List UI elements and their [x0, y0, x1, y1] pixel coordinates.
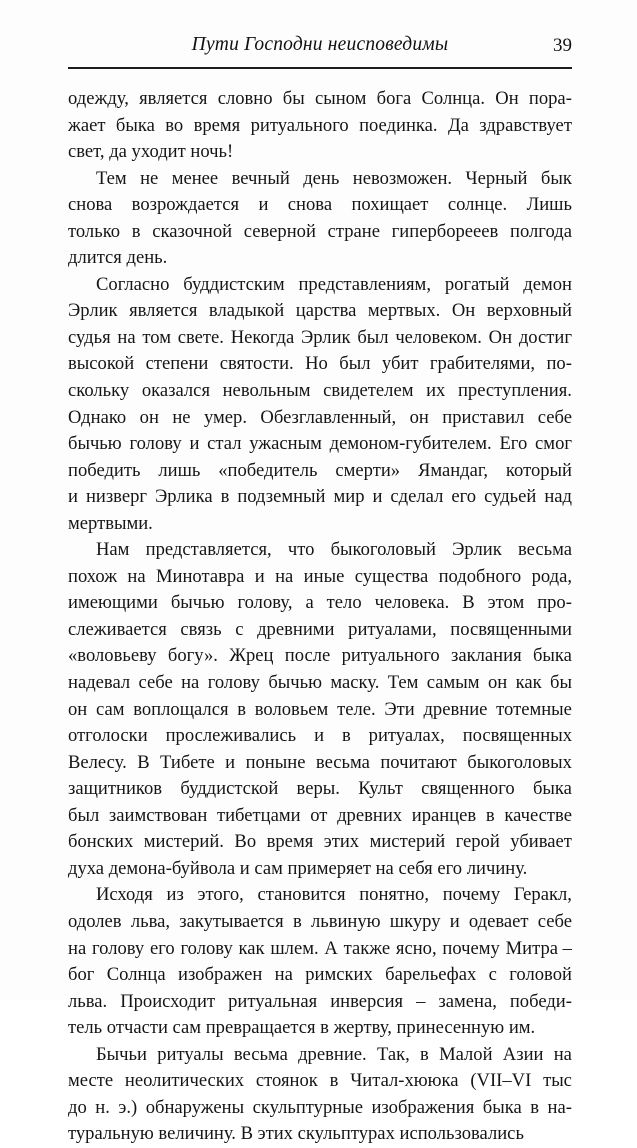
paragraph — [68, 272, 572, 537]
text-line: похож на Минотавра и на иные существа подобного рода, — [68, 565, 572, 587]
text-line: тель отчасти сам превращается в жертву, принесенную им. — [68, 1017, 536, 1039]
paragraph — [68, 86, 572, 166]
text-line: бычью голову и стал ужасным демоном-губителем. Его смог — [68, 433, 572, 455]
text-line: отголоски прослеживались и в ритуалах, посвященных — [68, 725, 572, 747]
text-line: туральную величину. В этих скульптурах использовались — [68, 1123, 524, 1145]
text-line: до н. э.) обнаружены скульптурные изображения быка в на- — [68, 1096, 572, 1118]
text-line: месте неолитических стоянок в Читал-хююка (VII–VI тыс — [68, 1070, 572, 1092]
text-line: слеживается связь с древними ритуалами, посвященными — [68, 618, 572, 640]
text-line: Нам представляется, что быкоголовый Эрлик весьма — [96, 539, 572, 561]
text-line: длится день. — [68, 247, 168, 269]
page-number: 39 — [553, 35, 572, 56]
text-line: одежду, является словно бы сыном бога Солнца. Он пора- — [68, 88, 572, 109]
text-line: надевал себе на голову бычью маску. Тем самым он как бы — [68, 672, 572, 694]
text-line: бог Солнца изображен на римских барельефах с головой — [68, 964, 572, 986]
text-line: одолев льва, закутывается в львиную шкуру и одевает себе — [68, 910, 572, 932]
text-line: и низверг Эрлика в подземный мир и сделал его судьей над — [68, 486, 572, 508]
text-line: бонских мистерий. Во время этих мистерий герой убивает — [68, 831, 572, 853]
paragraph — [68, 1042, 572, 1148]
paragraph — [68, 537, 572, 882]
text-line: Велесу. В Тибете и поныне весьма почитают быкоголовых — [68, 751, 572, 773]
text-line: защитников буддистской веры. Культ священного быка — [68, 778, 572, 800]
text-line: высокой степени святости. Но был убит грабителями, по- — [68, 353, 572, 375]
text-line: свет, да уходит ночь! — [68, 141, 234, 163]
text-line: Исходя из этого, становится понятно, почему Геракл, — [96, 884, 572, 906]
text-line: льва. Происходит ритуальная инверсия – замена, победи- — [68, 990, 572, 1012]
text-line: скольку оказался невольным свидетелем их преступления. — [68, 380, 572, 402]
text-line: был заимствован тибетцами от древних иранцев в качестве — [68, 804, 572, 826]
paragraph — [68, 166, 572, 272]
text-line: только в сказочной северной стране гиперборееев полгода — [68, 220, 572, 242]
body-text — [68, 86, 572, 1148]
text-line: Тем не менее вечный день невозможен. Черный бык — [96, 167, 572, 189]
text-line: Согласно буддистским представлениям, рогатый демон — [96, 273, 572, 295]
text-line: Бычьи ритуалы весьма древние. Так, в Малой Азии на — [96, 1043, 572, 1065]
text-line: Однако он не умер. Обезглавленный, он приставил себе — [68, 406, 572, 428]
text-line: «воловьеву богу». Жрец после ритуального заклания быка — [68, 645, 572, 667]
text-line: имеющими бычью голову, а тело человека. В этом про- — [68, 592, 572, 614]
text-line: мертвыми. — [68, 512, 153, 534]
text-line: победить лишь «победитель смерти» Ямандаг, который — [68, 459, 572, 481]
text-line: снова возрождается и снова похищает солнце. Лишь — [68, 194, 572, 216]
text-line: жает быка во время ритуального поединка. Да здравствует — [68, 114, 572, 136]
text-line: судья на том свете. Некогда Эрлик был человеком. Он достиг — [68, 326, 572, 348]
text-line: Эрлик является владыкой царства мертвых. Он верховный — [68, 300, 572, 322]
running-head-title: Пути Господни неисповедимы — [191, 34, 449, 55]
header-rule — [68, 67, 572, 69]
text-line: он сам воплощался в воловьем теле. Эти древние тотемные — [68, 698, 572, 720]
text-line: на голову его голову как шлем. А также ясно, почему Митра – — [68, 937, 572, 959]
text-line: духа демона-буйвола и сам примеряет на себя его личину. — [68, 857, 528, 879]
paragraph — [68, 882, 572, 1041]
running-head — [68, 34, 572, 64]
